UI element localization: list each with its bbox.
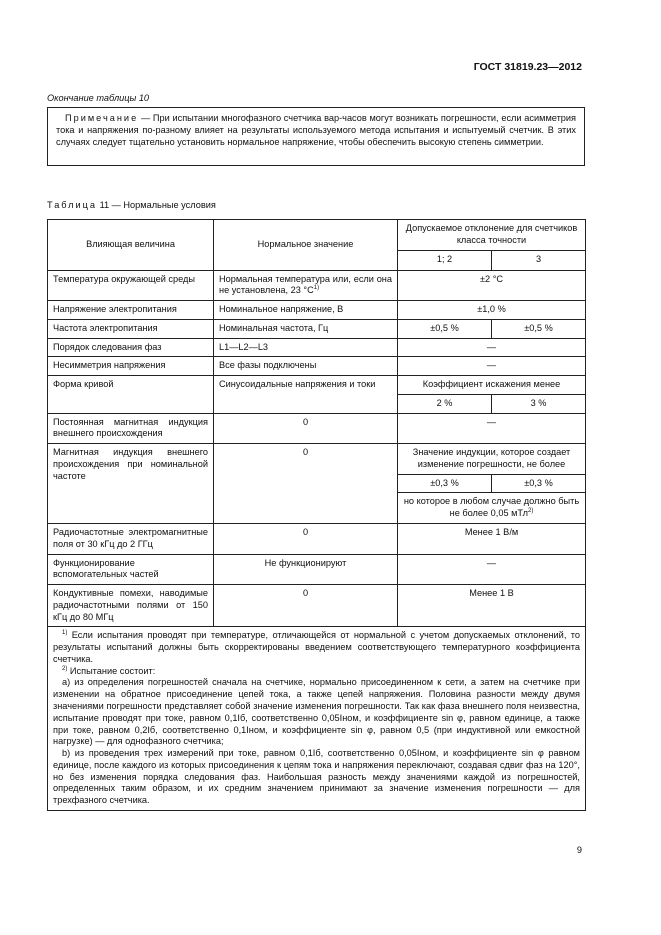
row-deviation-text: Значение индукции, которое создает изменение погрешности, не более (412, 447, 571, 469)
table11-caption-text: 11 — Нормальные условия (97, 200, 216, 210)
row-name: Кондуктивные помехи, наводимые радиочастотными полями от 150 кГц до 80 МГц (48, 585, 214, 627)
table11 (47, 219, 586, 811)
note-label: Примечание (65, 113, 139, 123)
row-deviation-after-text: но которое в любом случае должно быть не более 0,05 мТл (403, 496, 580, 519)
footnote-mark: 1) (62, 630, 68, 637)
footnote-mark: 2) (62, 665, 68, 672)
table-row (48, 585, 586, 627)
table-row (48, 444, 586, 524)
row-deviation-class12: 2 % (436, 397, 453, 408)
row-deviation-class3: 3 % (491, 395, 585, 413)
row-normal (214, 270, 398, 301)
header-influence: Влияющая величина (48, 220, 214, 271)
row-deviation: ±1,0 % (398, 301, 586, 320)
row-deviation-text: Коэффициент искажения менее (422, 379, 561, 390)
row-deviation-class3: ±0,5 % (492, 319, 586, 338)
row-normal: 0 (214, 524, 398, 555)
header-deviation: Допускаемое отклонение для счетчиков класса точности (398, 220, 586, 251)
footnote-ref: 1) (313, 285, 320, 292)
row-name: Напряжение электропитания (48, 301, 214, 320)
footnotes (48, 627, 586, 810)
footnote-2-item-a: a) из определения погрешностей сначала на счетчике, нормально присоединенном к сети, а затем на счетчике при изменении на обратное присоединение цепей тока, а также цепей напряжения. Половина разности между двумя значениями погрешности представляет собой значение изменения погрешности. Так как фаза внешнего поля неизвестна, испытание проводят при токе, равном 0,1Iб, соответственно 0,05Iном, и коэффициенте sin φ, равном единице, а также при токе, равном 0,2Iб, соответственно 0,1Iном, и коэффициенте sin φ, равном 0,5 (при индуктивной или емкостной нагрузке) — для однофазного счетчика; (53, 677, 580, 747)
row-deviation (398, 376, 586, 414)
row-deviation-split (398, 474, 585, 494)
table10-note (56, 112, 576, 149)
table10-note-box (47, 107, 585, 166)
row-name: Частота электропитания (48, 319, 214, 338)
footnote-2 (53, 666, 580, 678)
table-row (48, 357, 586, 376)
row-deviation: Менее 1 В/м (398, 524, 586, 555)
row-name: Несимметрия напряжения (48, 357, 214, 376)
footnote-1-text: Если испытания проводят при температуре, отличающейся от нормальной с учетом допускаемых отклонений, то результаты испытаний должны быть скорректированы введением соответствующего температурного коэффициента счетчика. (53, 630, 580, 664)
page-number: 9 (576, 845, 582, 855)
header-class3: 3 (492, 250, 586, 270)
table-row (48, 270, 586, 301)
footnote-2-item-b: b) из проведения трех измерений при токе, равном 0,1Iб, соответственно 0,05Iном, и коэффициенте sin φ равном единице, после каждого из которых присоединения к цепям тока и напряжения переключают, создавая сдвиг фаз на 120°, но без изменения порядка следования фаз. Наибольшая разность между значениями каждой из погрешностей, определенных таким образом, и их средним значением принимают за значение изменения погрешности — для трехфазного счетчика. (53, 748, 580, 806)
row-deviation (398, 444, 586, 524)
row-deviation: — (398, 338, 586, 357)
table-row (48, 524, 586, 555)
row-normal: 0 (214, 444, 398, 524)
row-deviation: ±2 °C (398, 270, 586, 301)
row-deviation: — (398, 357, 586, 376)
row-normal: Номинальное напряжение, В (214, 301, 398, 320)
standard-code: ГОСТ 31819.23—2012 (473, 61, 582, 73)
row-name: Радиочастотные электромагнитные поля от 30 кГц до 2 ГГц (48, 524, 214, 555)
row-deviation-after (403, 493, 580, 520)
row-normal: 0 (214, 585, 398, 627)
row-deviation-split (398, 394, 585, 413)
row-name: Температура окружающей среды (48, 270, 214, 301)
row-deviation: — (398, 413, 586, 444)
row-name: Порядок следования фаз (48, 338, 214, 357)
footnotes-row (48, 627, 586, 810)
row-normal: Синусоидальные напряжения и токи (214, 376, 398, 414)
table11-caption (47, 200, 216, 212)
row-normal-text: Нормальная температура или, если она не установлена, 23 °C (219, 273, 392, 296)
header-class12: 1; 2 (398, 250, 492, 270)
row-normal: 0 (214, 413, 398, 444)
row-deviation-class3: ±0,3 % (491, 475, 585, 493)
table-row (48, 338, 586, 357)
table-row (48, 554, 586, 585)
row-name: Функционирование вспомогательных частей (48, 554, 214, 585)
table-row (48, 301, 586, 320)
table10-end-caption: Окончание таблицы 10 (47, 93, 150, 103)
table-row (48, 319, 586, 338)
row-deviation-class12: ±0,5 % (398, 319, 492, 338)
row-deviation-class12: ±0,3 % (430, 477, 459, 488)
row-name: Форма кривой (48, 376, 214, 414)
row-deviation: — (398, 554, 586, 585)
row-deviation: Менее 1 В (398, 585, 586, 627)
row-normal: L1—L2—L3 (214, 338, 398, 357)
table-row (48, 413, 586, 444)
row-normal: Номинальная частота, Гц (214, 319, 398, 338)
row-normal: Все фазы подключены (214, 357, 398, 376)
footnote-1 (53, 630, 580, 665)
footnote-ref: 2) (528, 508, 534, 515)
table11-caption-label: Таблица (47, 200, 98, 210)
table-row (48, 376, 586, 414)
note-text: — При испытании многофазного счетчика вар-часов могут возникать погрешности, если асимметрия тока и напряжения по-разному влияет на результаты используемого метода испытания и испытуемый счетчик. В этих случаях следует тщательно установить нормальное напряжение, чтобы обеспечить высокую степень симметрии. (56, 113, 576, 148)
row-name: Магнитная индукция внешнего происхождения при номинальной частоте (48, 444, 214, 524)
header-normal: Нормальное значение (214, 220, 398, 271)
row-normal: Не функционируют (214, 554, 398, 585)
row-name: Постоянная магнитная индукция внешнего происхождения (48, 413, 214, 444)
footnote-2-text: Испытание состоит: (67, 665, 156, 676)
